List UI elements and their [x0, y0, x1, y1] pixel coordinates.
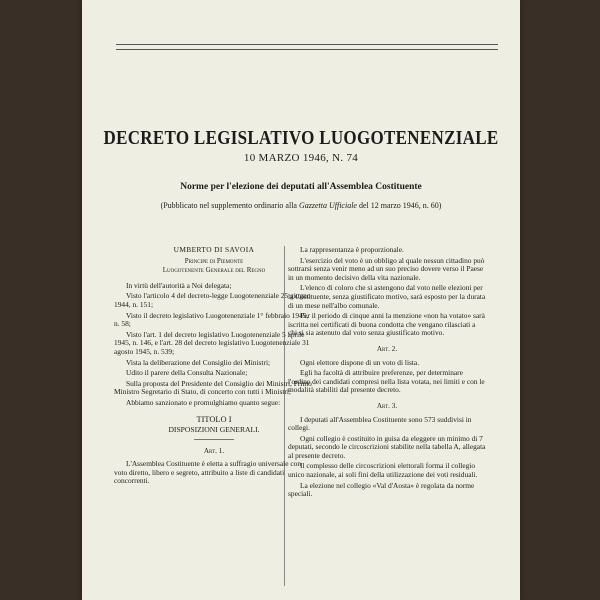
art1-para-5: Per il periodo di cinque anni la menzione «non ha votato» sarà iscritta nei certificati di buona condotta che vengano rilasciati a chi si sia astenuto dal voto senza giustificato motivo.	[288, 311, 485, 338]
art3-para-2: Ogni collegio è costituito in guisa da eleggere un minimo di 7 deputati, secondo le circoscrizioni stabilite nella tabella A, allegata al presente decreto.	[288, 433, 486, 460]
article-1-text: L'Assemblea Costituente è eletta a suffragio universale con voto diretto, libero e segreto, attribuito a liste di candidati concorrenti.	[114, 459, 302, 486]
right-column	[288, 246, 486, 501]
titolo-heading: TITOLO I	[196, 414, 232, 424]
article-3-heading: Art. 3.	[376, 401, 398, 410]
preamble-5: Vista la deliberazione del Consiglio dei Ministri;	[126, 357, 271, 367]
art3-para-1: I deputati all'Assemblea Costituente sono 573 suddivisi in collegi.	[288, 414, 472, 433]
art1-para-4: L'elenco di coloro che si astengono dal voto nelle elezioni per la Costituente, senza giustificato motivo, sarà esposto per la durata di un mese nell'albo comunale.	[288, 283, 486, 310]
preamble-4: Visto l'art. 1 del decreto legislativo Luogotenenziale 5 aprile 1945, n. 146, e l'art. 28 del decreto legislativo Luogotenenziale 31 agosto 1945, n. 539;	[114, 329, 310, 356]
document-page	[82, 0, 520, 600]
preamble-1: In virtù dell'autorità a Noi delegata;	[126, 280, 232, 290]
preamble-3: Visto il decreto legislativo Luogotenenziale 1° febbraio 1945, n. 58;	[114, 310, 309, 329]
art2-para-1: Ogni elettore dispone di un voto di lista.	[300, 357, 420, 367]
title-line-2: Luogotenente Generale del Regno	[162, 266, 266, 275]
article-1-heading: Art. 1.	[203, 446, 225, 455]
preamble-7: Sulla proposta del Presidente del Consiglio dei Ministri, Primo Ministro Segretario di Stato, di concerto con tutti i Ministri;	[114, 378, 312, 397]
publication-note: (Pubblicato nel supplemento ordinario alla Gazzetta Ufficiale del 12 marzo 1946, n. 60)	[160, 201, 442, 210]
preamble-2: Visto l'articolo 4 del decreto-legge Luogotenenziale 25 giugno 1944, n. 151;	[114, 291, 311, 309]
header-rule-top	[116, 44, 498, 45]
document-heading: Norme per l'elezione dei deputati all'Assemblea Costituente	[180, 182, 422, 192]
art2-para-2: Egli ha facoltà di attribuire preferenze, per determinare l'ordine dei candidati compresi nella lista votata, nei limiti e con le modalità stabiliti dal presente decreto.	[288, 368, 485, 395]
art3-para-3: Il complesso delle circoscrizioni elettorali forma il collegio unico nazionale, ai soli fini della utilizzazione dei voti residuali.	[288, 461, 478, 480]
art1-para-3: L'esercizio del voto è un obbligo al quale nessun cittadino può sottrarsi senza venir meno ad un suo preciso dovere verso il Paese in un momento decisivo della vita nazionale.	[288, 255, 485, 282]
titolo-subheading: DISPOSIZIONI GENERALI.	[168, 425, 260, 435]
document-title: DECRETO LEGISLATIVO LUOGOTENENZIALE	[103, 126, 499, 149]
art1-para-2: La rappresentanza è proporzionale.	[300, 245, 404, 254]
document-date: 10 MARZO 1946, N. 74	[243, 152, 359, 164]
article-2-heading: Art. 2.	[376, 344, 398, 353]
section-divider	[194, 439, 234, 440]
title-line-1: Principe di Piemonte	[184, 256, 244, 265]
preamble-8: Abbiamo sanzionato e promulghiamo quanto segue:	[126, 397, 281, 407]
header-rule-bottom	[116, 49, 498, 50]
preamble-6: Udito il parere della Consulta Nazionale;	[126, 368, 248, 378]
left-column	[114, 246, 314, 488]
sovereign-name: UMBERTO DI SAVOIA	[173, 245, 255, 254]
art3-para-4: La elezione nel collegio «Val d'Aosta» è regolata da norme speciali.	[288, 480, 475, 499]
gazette-name: Gazzetta Ufficiale	[298, 201, 357, 210]
